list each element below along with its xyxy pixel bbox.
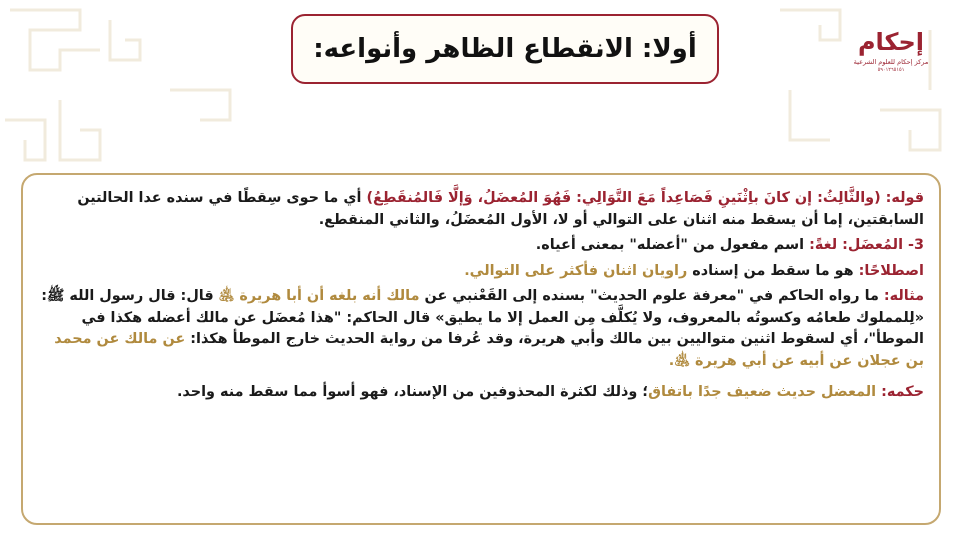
paragraph-definition-lugha xyxy=(38,235,924,257)
paragraph-definition-istilah xyxy=(38,261,924,283)
text-segment: قوله: (والثَّالِثُ: إن كانَ باِثْنَينِ فَصَاعِداً مَعَ التَّوَالِي: فَهُوَ المُعضَلُ، وَإلَّا فَالمُنقَطِعُ) xyxy=(366,190,924,206)
paragraph-example xyxy=(38,286,924,372)
title-box xyxy=(291,14,719,84)
text-segment: المعضل حديث ضعيف جدًا باتفاق xyxy=(648,384,877,400)
text-segment: حكمه: xyxy=(881,384,924,400)
paragraph-intro xyxy=(38,188,924,231)
text-segment: هو ما سقط من إسناده xyxy=(687,262,859,279)
logo xyxy=(848,20,934,94)
text-segment: اسم مفعول من "أعضله" بمعنى أعياه. xyxy=(535,237,810,253)
content-text xyxy=(38,188,924,404)
text-segment: راويان اثنان فأكثر على التوالي. xyxy=(464,262,688,279)
page-title: أولا: الانقطاع الظاهر وأنواعه: xyxy=(313,34,697,64)
text-segment: عن مالك عن محمد بن عجلان عن أبيه عن أبي هريرة ﵁. xyxy=(54,331,924,369)
text-segment: ما رواه الحاكم في "معرفة علوم الحديث" بسنده إلى القَعْنبي عن xyxy=(419,288,884,304)
text-segment: 3- المُعضَل: لغةً: xyxy=(809,237,924,253)
paragraph-ruling xyxy=(38,382,924,404)
text-segment: قال: قال رسول الله ﷺ: «لِلمملوك طعامُه وكسوتُه بالمعروف، ولا يُكلَّف مِن العمل إلا ما يطيق» قال الحاكم: "هذا مُعضَل عن مالك أعضله هكذا في الموطأ"، أي لسقوط اثنين متواليين بين مالك وأبي هريرة، وقد عُرفا من رواية الحديث خارج الموطأ هكذا: xyxy=(41,288,924,347)
logo-subtitle: مركز إحكام للعلوم الشرعية xyxy=(853,58,929,66)
text-segment: مالك أنه بلغه أن أبا هريرة ﵁ xyxy=(218,288,420,304)
logo-number: ٥٩٠١٢٦٥١٥١ xyxy=(877,67,905,73)
logo-name: إحكام xyxy=(857,28,925,56)
text-segment: مثاله: xyxy=(883,288,924,304)
text-segment: ؛ وذلك لكثرة المحذوفين من الإسناد، فهو أسوأ مما سقط منه واحد. xyxy=(176,384,649,400)
text-segment: أي ما حوى سِقطًا في سنده عدا الحالتين السابقتين، إما أن يسقط منه اثنان على التوالي أو لا، الأول المُعضَلُ، والثاني المنقطع. xyxy=(77,190,924,228)
text-segment: اصطلاحًا: xyxy=(858,262,924,279)
